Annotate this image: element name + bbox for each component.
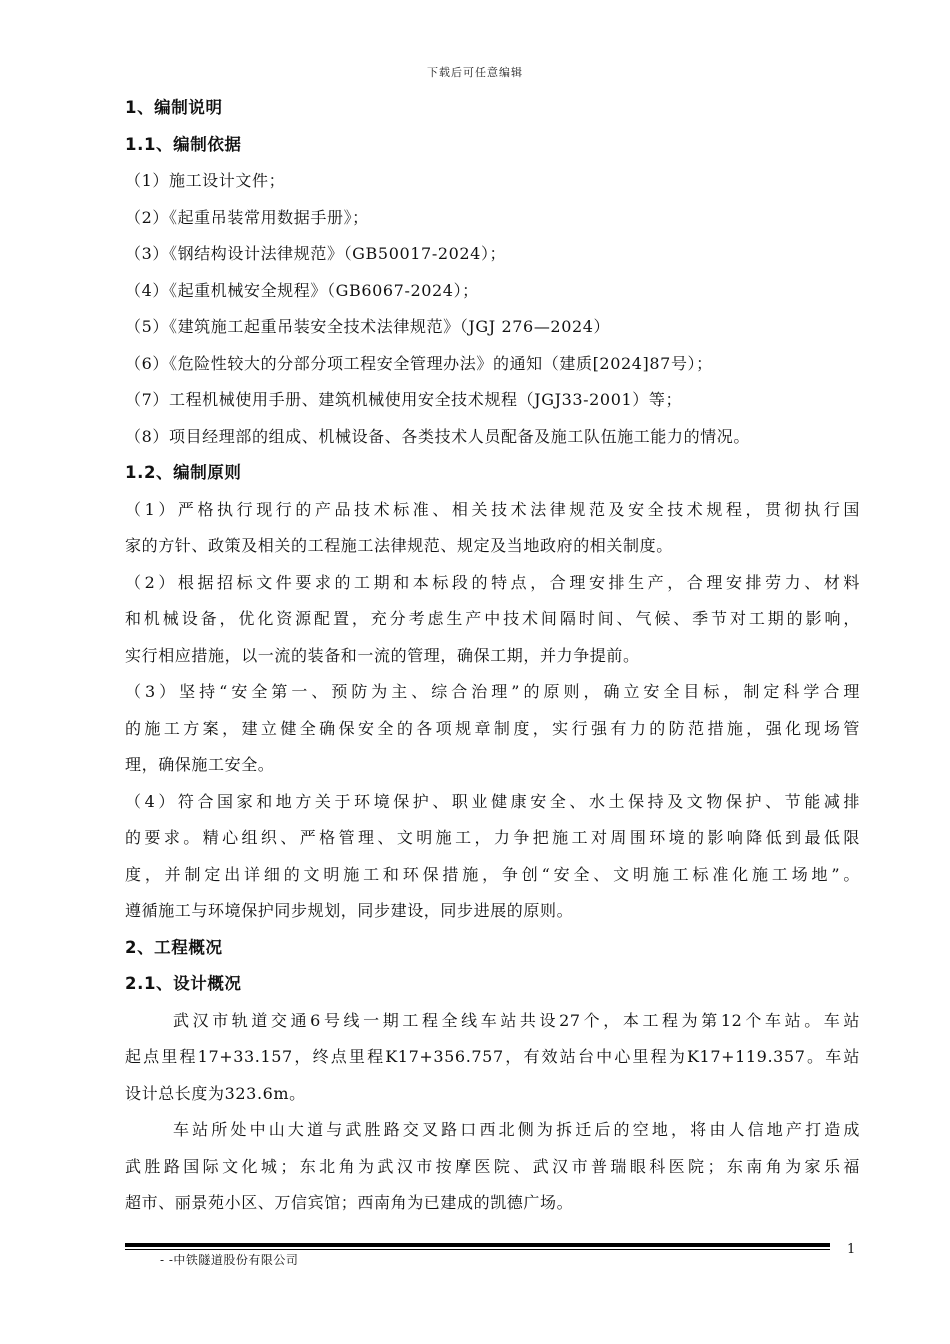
document-body: [125, 90, 860, 1222]
basis-item: （6）《危险性较大的分部分项工程安全管理办法》的通知（建质[2024]87号）；: [125, 353, 713, 373]
footer-rule-thick: [125, 1243, 830, 1247]
overview-line: 车站所处中山大道与武胜路交叉路口西北侧为拆迁后的空地，将由人信地产打造成: [173, 1120, 860, 1139]
footer-rule-thin: [125, 1249, 830, 1250]
principle-line: 度，并制定出详细的文明施工和环保措施，争创“安全、文明施工标准化施工场地”。: [125, 864, 860, 884]
section-heading: 1、编制说明: [125, 98, 223, 117]
page-number: 1: [847, 1242, 856, 1257]
footer-company: - -中铁隧道股份有限公司: [160, 1253, 299, 1267]
principle-line: 理，确保施工安全。: [125, 755, 275, 774]
principle-line: 的施工方案，建立健全确保安全的各项规章制度，实行强有力的防范措施，强化现场管: [125, 718, 860, 738]
section-heading: 2、工程概况: [125, 937, 223, 957]
principle-line: 家的方针、政策及相关的工程施工法律规范、规定及当地政府的相关制度。: [125, 536, 673, 555]
overview-line: 起点里程17+33.157，终点里程K17+356.757，有效站台中心里程为K17+119.357。车站: [125, 1047, 860, 1066]
principle-line: 和机械设备，优化资源配置，充分考虑生产中技术间隔时间、气候、季节对工期的影响，: [125, 609, 860, 628]
basis-item: （7）工程机械使用手册、建筑机械使用安全技术规程（JGJ33-2001）等；: [125, 390, 683, 409]
overview-line: 超市、丽景苑小区、万信宾馆；西南角为已建成的凯德广场。: [125, 1193, 574, 1212]
basis-item: （4）《起重机械安全规程》（GB6067-2024）；: [125, 280, 479, 300]
basis-item: （1）施工设计文件；: [125, 171, 286, 190]
basis-item: （3）《钢结构设计法律规范》（GB50017-2024）；: [125, 244, 507, 263]
subsection-heading: 1.1、编制依据: [125, 134, 242, 154]
subsection-heading: 2.1、设计概况: [125, 974, 242, 993]
principle-line: 遵循施工与环境保护同步规划，同步建设，同步进展的原则。: [125, 901, 574, 920]
overview-line: 设计总长度为323.6m。: [125, 1083, 306, 1103]
principle-line: （4）符合国家和地方关于环境保护、职业健康安全、水土保持及文物保护、节能减排: [125, 791, 860, 811]
basis-item: （2）《起重吊装常用数据手册》；: [125, 207, 369, 227]
principle-line: 的要求。精心组织、严格管理、文明施工，力争把施工对周围环境的影响降低到最低限: [125, 828, 860, 847]
principle-line: （3）坚持“安全第一、预防为主、综合治理”的原则，确立安全目标，制定科学合理: [125, 682, 860, 701]
basis-item: （5）《建筑施工起重吊装安全技术法律规范》（JGJ 276—2024）: [125, 317, 611, 336]
principle-line: （2）根据招标文件要求的工期和本标段的特点，合理安排生产，合理安排劳力、材料: [125, 572, 860, 592]
subsection-heading: 1.2、编制原则: [125, 463, 242, 482]
basis-item: （8）项目经理部的组成、机械设备、各类技术人员配备及施工队伍施工能力的情况。: [125, 426, 750, 446]
principle-line: （1）严格执行现行的产品技术标准、相关技术法律规范及安全技术规程，贯彻执行国: [125, 499, 860, 519]
header-note: 下载后可任意编辑: [427, 66, 523, 79]
principle-line: 实行相应措施，以一流的装备和一流的管理，确保工期，并力争提前。: [125, 645, 640, 665]
overview-line: 武汉市轨道交通6号线一期工程全线车站共设27个，本工程为第12个车站。车站: [173, 1010, 860, 1030]
overview-line: 武胜路国际文化城；东北角为武汉市按摩医院、武汉市普瑞眼科医院；东南角为家乐福: [125, 1156, 860, 1176]
